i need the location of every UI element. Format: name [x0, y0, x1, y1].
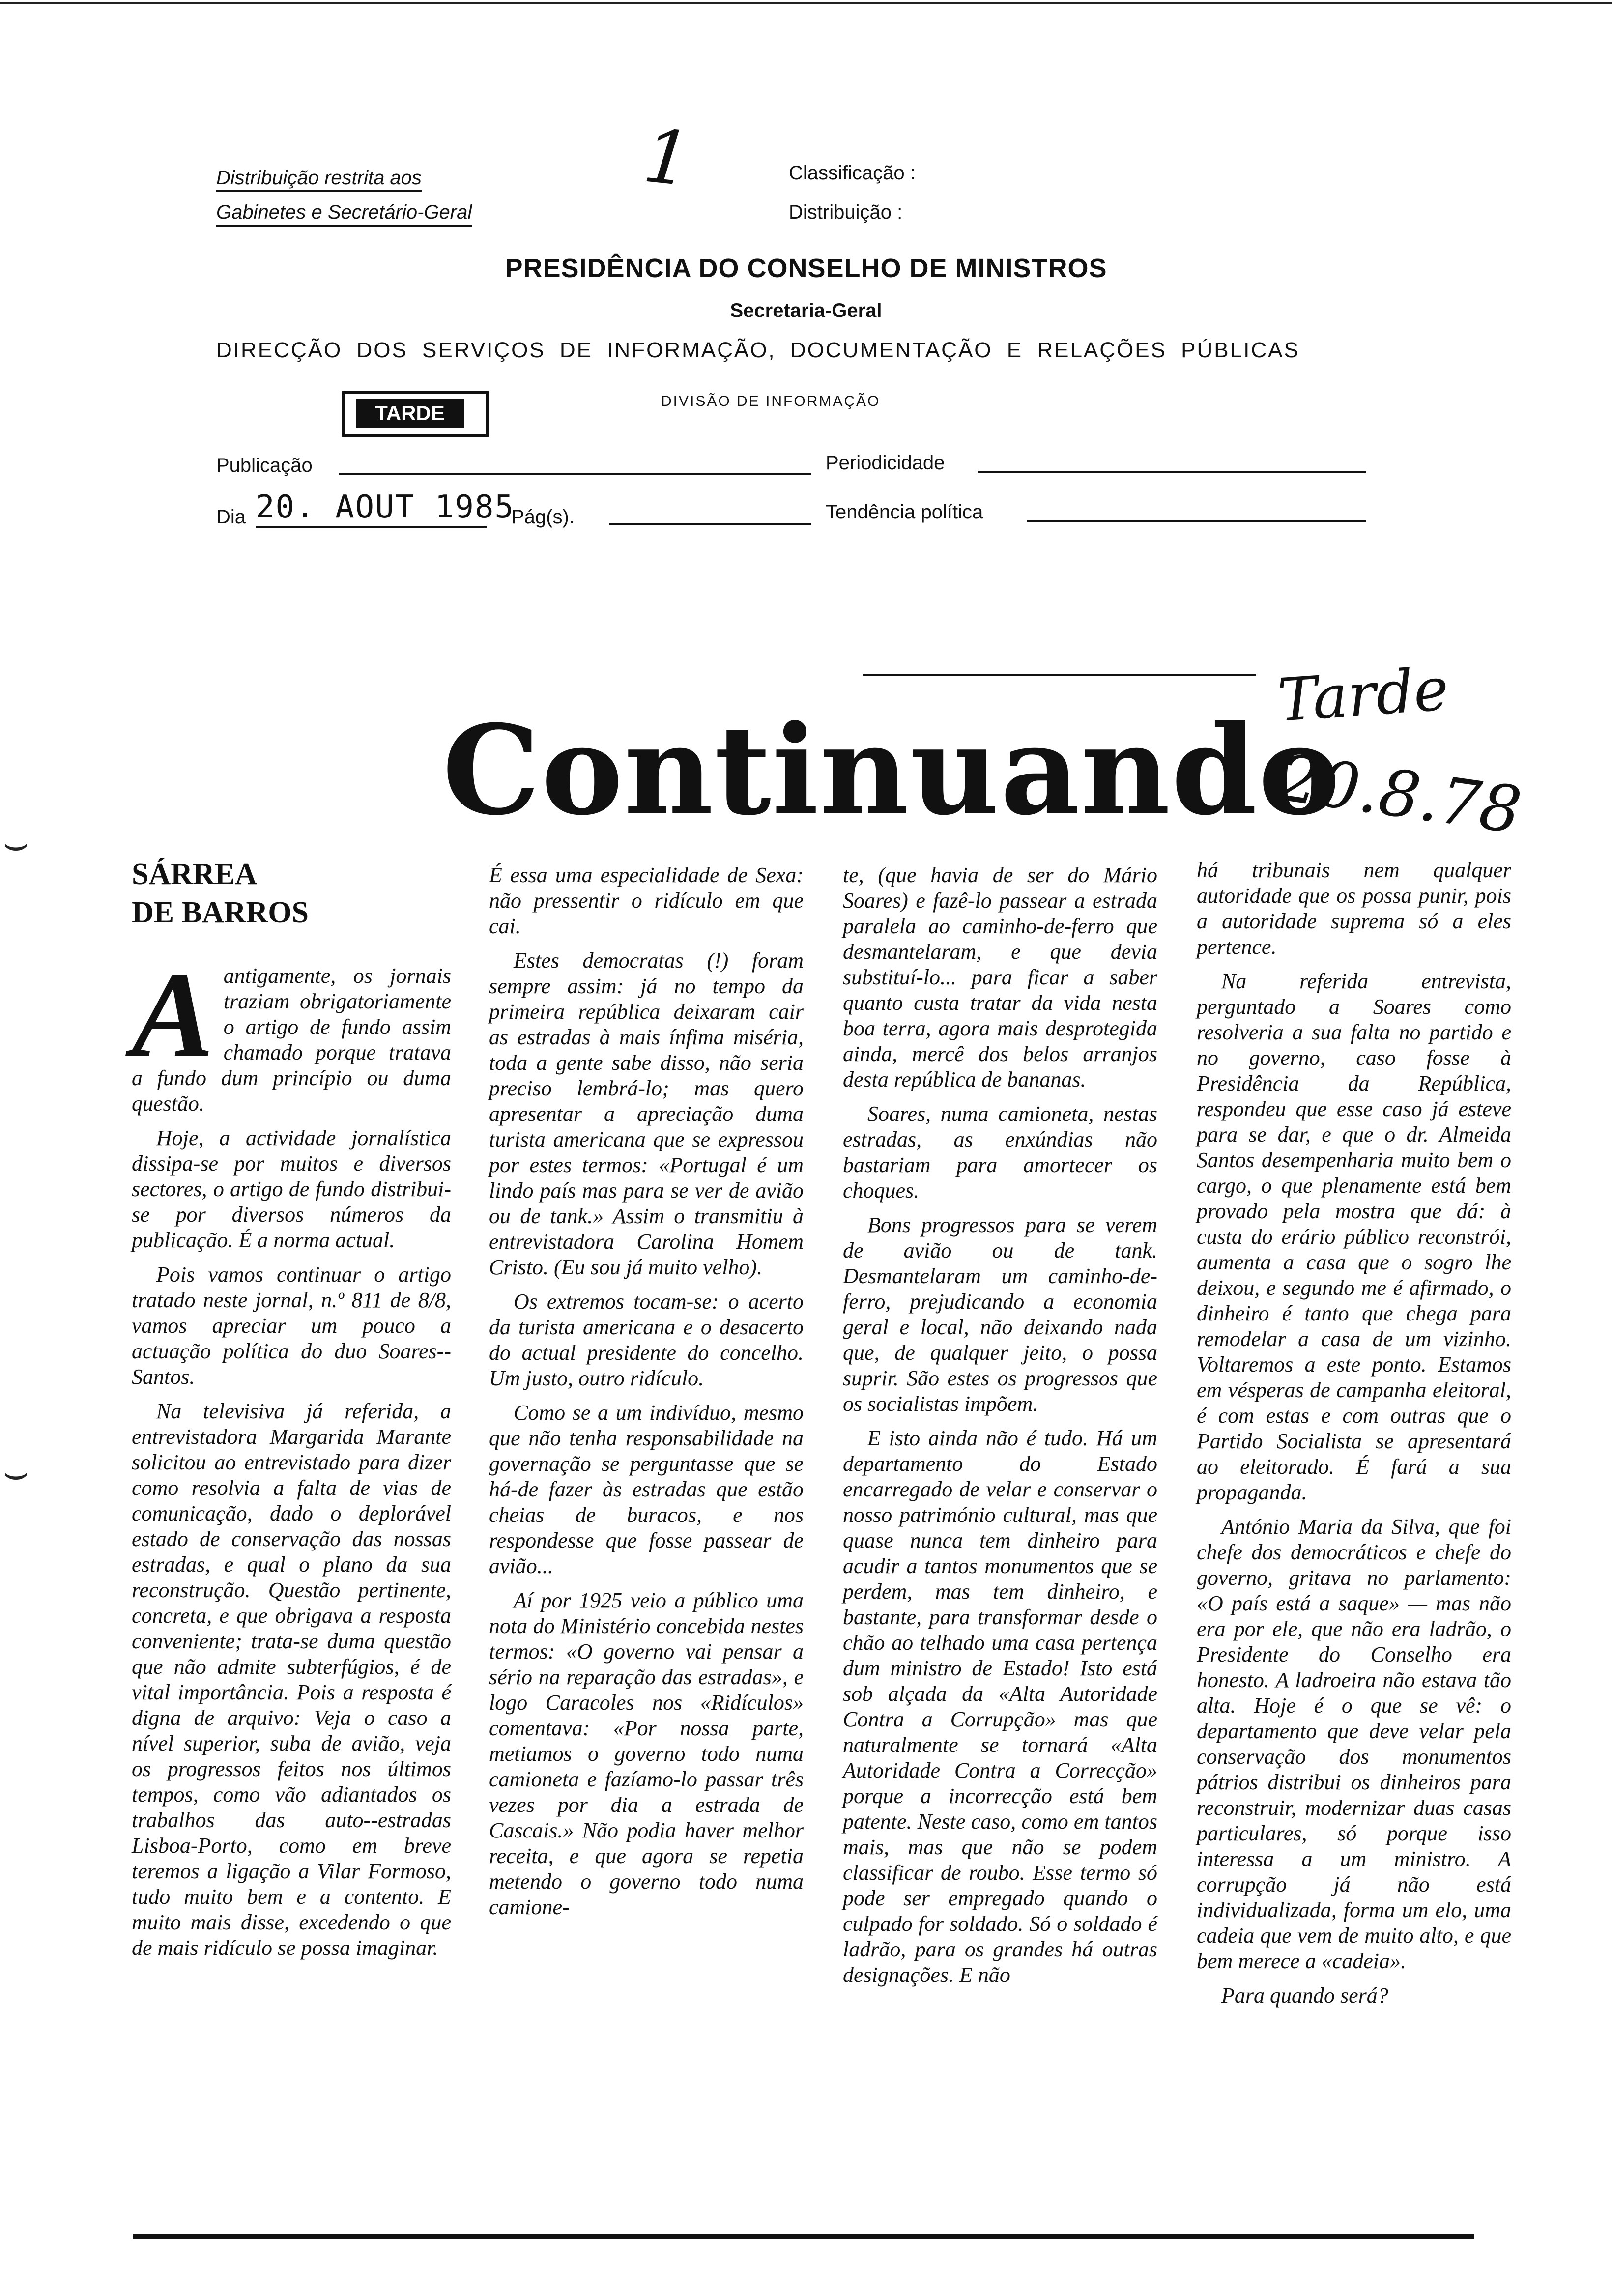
- dia-value: 20. AOUT 1985: [256, 489, 515, 525]
- dia-line: [256, 526, 487, 528]
- tendencia-line: [1027, 520, 1366, 522]
- publicacao-label: Publicação: [216, 455, 313, 476]
- pags-line: [609, 523, 811, 525]
- paragraph: Como se a um indivíduo, mesmo que não tenha responsabilidade na governação se perguntasse que se há-de fazer às estradas que estão cheias de buracos, e nos respondesse que fosse passear de avião...: [489, 1401, 804, 1578]
- distribuicao-label: Distribuição :: [789, 201, 903, 223]
- drop-cap: A: [132, 947, 214, 1083]
- tendencia-label: Tendência política: [826, 501, 983, 523]
- article-title: Continuando: [442, 698, 1341, 842]
- paragraph: Estes democratas (!) foram sempre assim: já no tempo da primeira república deixaram cair as estradas à mais ínfima miséria, toda a gente sabe disso, não seria preciso lembrá-lo; mas quero apresentar a apreciação duma turista americana que se expressou por estes termos: «Portugal é um lindo país mas para se ver de avião ou de tank.» Assim o transmitiu à entrevistadora Carolina Homem Cristo. (Eu sou já muito velho).: [489, 948, 804, 1279]
- direccao-line: DIRECÇÃO DOS SERVIÇOS DE INFORMAÇÃO, DOCUMENTAÇÃO E RELAÇÕES PÚBLICAS: [216, 338, 1300, 362]
- presidencia-heading: PRESIDÊNCIA DO CONSELHO DE MINISTROS: [505, 254, 1107, 283]
- bottom-rule: [133, 2234, 1474, 2239]
- paragraph: Bons progressos para se verem de avião ou de tank. Desmantelaram um caminho-de-ferro, prejudicando a economia geral e local, não deixando nada que, de qualquer jeito, o possa suprir. São estes os progressos que os socialistas impõem.: [843, 1213, 1157, 1416]
- paragraph: Pois vamos continuar o artigo tratado neste jornal, n.º 811 de 8/8, vamos apreciar um pouco a actuação política do duo Soares--Santos.: [132, 1263, 451, 1389]
- paragraph: te, (que havia de ser do Mário Soares) e fazê-lo passear a estrada paralela ao caminho-de-ferro que desmantelaram, e que devia substituí-lo... para ficar a saber quanto custa tratar da vida nesta boa terra, agora mais desprotegida ainda, mercê dos belos arranjos desta república de bananas.: [843, 863, 1157, 1091]
- top-border: [0, 2, 1612, 4]
- paragraph: Soares, numa camioneta, nestas estradas, as enxúndias não bastariam para amortecer os choques.: [843, 1102, 1157, 1203]
- tarde-stamp-text: TARDE: [356, 399, 464, 428]
- restricted-distribution-line2: Gabinetes e Secretário-Geral: [216, 201, 472, 227]
- divisao-informacao: DIVISÃO DE INFORMAÇÃO: [661, 393, 881, 409]
- paragraph: Na referida entrevista, perguntado a Soares como resolveria a sua falta no partido e no governo, caso fosse à Presidência da República, respondeu que esse caso já esteve para se dar, e que o dr. Almeida Santos desempenharia muito bem o cargo, o que plenamente está bem provado pela mostra que dá: à custa do erário público reconstrói, aumenta a casa que o sogro lhe deixou, e segundo me é afirmado, o dinheiro é tanto que chega para remodelar a casa de um vizinho. Voltaremos a este ponto. Estamos em vésperas de campanha eleitoral, é com estas e com outras que o Partido Socialista se apresentará ao eleitorado. É fará a sua propaganda.: [1197, 969, 1511, 1504]
- dia-label: Dia: [216, 506, 246, 528]
- article-column-1: [132, 947, 451, 1970]
- handwritten-page-number: 1: [639, 113, 695, 203]
- restricted-distribution-line1: Distribuição restrita aos: [216, 167, 422, 192]
- author-name-line2: DE BARROS: [132, 896, 309, 929]
- author-byline: [132, 855, 309, 932]
- paragraph: António Maria da Silva, que foi chefe dos democráticos e chefe do governo, gritava no parlamento: «O país está a saque» — mas não era por ele, que não era ladrão, o Presidente do Conselho era honesto. A ladroeira não estava tão alta. Hoje é o que se vê: o departamento que deve velar pela conservação dos monumentos pátrios distribui os dinheiros para reconstruir, modernizar duas casas particulares, só porque isso interessa a um ministro. A corrupção já não está individualizada, forma um elo, uma cadeia que vem de muito alto, e que bem merece a «cadeia».: [1197, 1515, 1511, 1973]
- paragraph: antigamente, os jornais traziam obrigatoriamente o artigo de fundo assim chamado porque tratava a fundo dum princípio ou duma questão.: [132, 964, 451, 1116]
- margin-punch-mark-2: ⌣: [3, 1450, 29, 1494]
- paragraph: Os extremos tocam-se: o acerto da turista americana e o desacerto do actual presidente do concelho. Um justo, outro ridículo.: [489, 1290, 804, 1390]
- secretaria-geral: Secretaria-Geral: [730, 300, 882, 321]
- paragraph: É essa uma especialidade de Sexa: não pressentir o ridículo em que cai.: [489, 863, 804, 938]
- margin-punch-mark-1: ⌣: [3, 821, 29, 865]
- author-name-line1: SÁRREA: [132, 858, 257, 891]
- handwritten-annotation-top: Tarde: [1275, 655, 1451, 735]
- tarde-stamp: [342, 391, 489, 437]
- periodicidade-label: Periodicidade: [826, 452, 945, 474]
- publicacao-line: [339, 473, 811, 475]
- article-column-4: [1197, 858, 1511, 2017]
- article-column-3: [843, 862, 1157, 1997]
- paragraph: Aí por 1925 veio a público uma nota do Ministério concebida nestes termos: «O governo vai pensar a sério na reparação das estradas», e logo Caracoles nos «Ridículos» comentava: «Por nossa parte, metiamos o governo todo numa camioneta e fazíamo-lo passar três vezes por dia a estrada de Cascais.» Não podia haver melhor receita, e que agora se repetia metendo o governo todo numa camione-: [489, 1588, 804, 1919]
- handwritten-annotation-date: 20.8.78: [1273, 740, 1526, 848]
- classificacao-label: Classificação :: [789, 162, 916, 184]
- periodicidade-line: [978, 471, 1366, 473]
- title-rule: [863, 674, 1256, 676]
- paragraph: Hoje, a actividade jornalística dissipa-se por muitos e diversos sectores, o artigo de fundo distribui-se por diversos números da publicação. É a norma actual.: [132, 1126, 451, 1252]
- article-column-2: [489, 862, 804, 1929]
- paragraph: Para quando será?: [1221, 1983, 1388, 2008]
- paragraph: E isto ainda não é tudo. Há um departamento do Estado encarregado de velar e conservar o nosso património cultural, mas que quase nunca tem dinheiro para acudir a tantos monumentos que se perdem, mas tem dinheiro, e bastante, para transformar desde o chão ao telhado uma casa pertença dum ministro de Estado! Isto está sob alçada da «Alta Autoridade Contra a Corrupção» mas que naturalmente se tornará «Alta Autoridade Contra a Correcção» porque a incorrecção está bem patente. Neste caso, como em tantos mais, mas que não se podem classificar de roubo. Esse termo só pode ser empregado quando o culpado for soldado. Só o soldado é ladrão, para os grandes há outras designações. E não: [843, 1426, 1157, 1987]
- paragraph: Na televisiva já referida, a entrevistadora Margarida Marante solicitou ao entrevistado para dizer como resolvia a falta de vias de comunicação, dado o deplorável estado de conservação das nossas estradas, e qual o plano da sua reconstrução. Questão pertinente, concreta, e que obrigava a resposta conveniente; trata-se duma questão que não admite subterfúgios, é de vital importância. Pois a resposta é digna de arquivo: Veja o caso a nível superior, suba de avião, veja os progressos feitos nos últimos tempos, como vão adiantados os trabalhos das auto--estradas Lisboa-Porto, como em breve teremos a ligação a Vilar Formoso, tudo muito bem e a contento. E muito mais disse, excedendo o que de mais ridículo se possa imaginar.: [132, 1399, 451, 1960]
- pags-label: Pág(s).: [511, 506, 575, 528]
- paragraph: há tribunais nem qualquer autoridade que os possa punir, pois a autoridade suprema só a eles pertence.: [1197, 858, 1511, 959]
